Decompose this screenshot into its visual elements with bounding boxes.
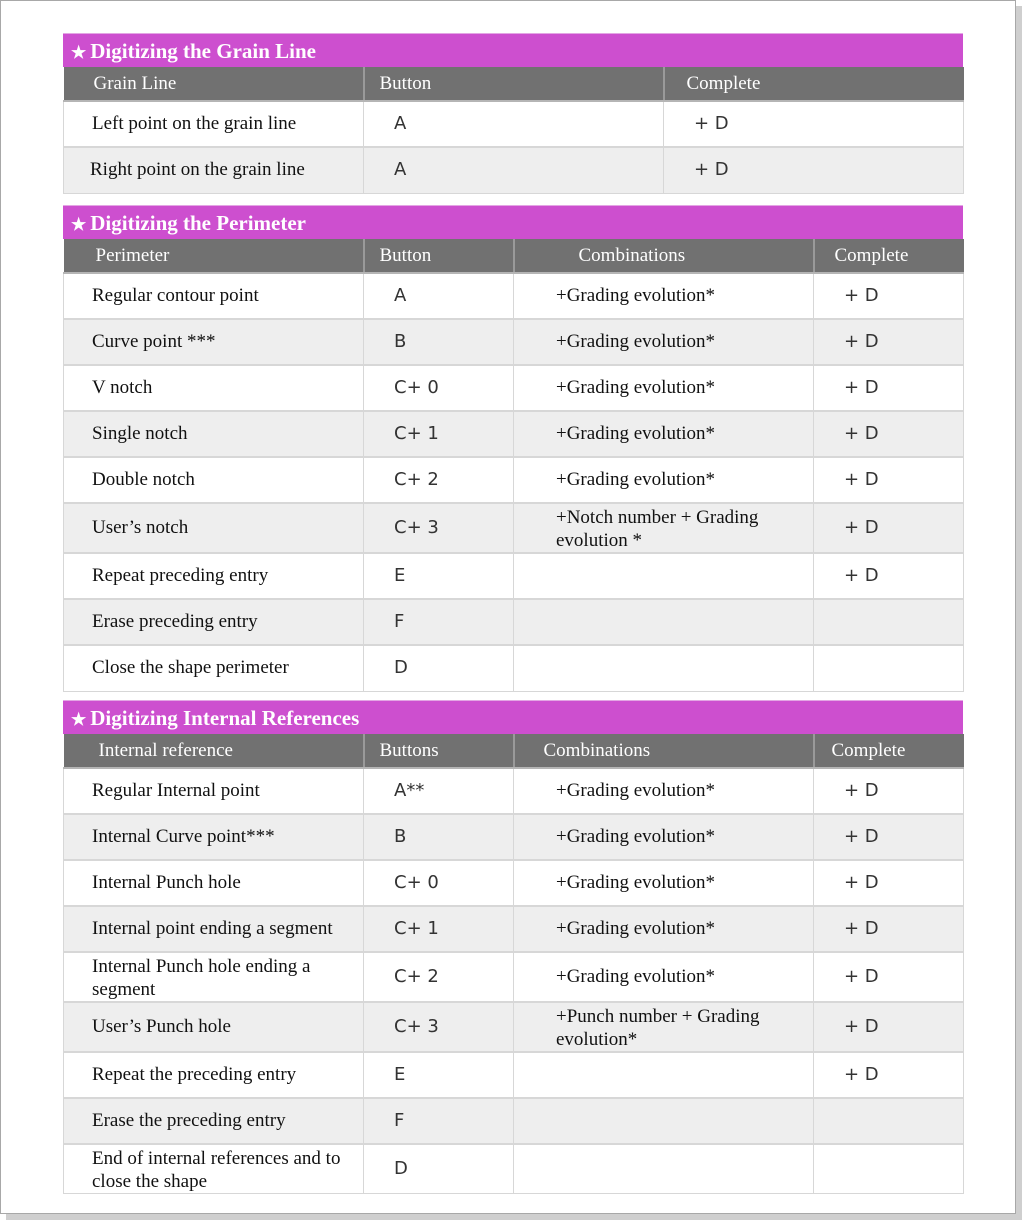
button-cell: D [364,1144,514,1194]
table-row [64,1144,964,1194]
column-header: Complete [814,734,964,768]
complete-cell [814,599,964,645]
complete-cell: + D [814,906,964,952]
combinations-cell: +Grading evolution* [514,860,814,906]
section-title [63,33,963,67]
action-cell: User’s notch [64,503,364,553]
column-header: Combinations [514,239,814,273]
column-header: Perimeter [64,239,364,273]
combinations-cell: +Grading evolution* [514,952,814,1002]
complete-cell: + D [814,319,964,365]
button-cell: C+ 1 [364,906,514,952]
table-row [64,1098,964,1144]
table-row [64,906,964,952]
table-row [64,599,964,645]
combinations-cell: +Grading evolution* [514,273,814,319]
action-cell: Internal point ending a segment [64,906,364,952]
action-cell: Repeat the preceding entry [64,1052,364,1098]
complete-cell: + D [814,273,964,319]
combinations-cell: +Grading evolution* [514,365,814,411]
button-cell: D [364,645,514,691]
button-cell: A [364,101,664,147]
complete-cell [814,1098,964,1144]
combinations-cell [514,1144,814,1194]
button-cell: C+ 3 [364,1002,514,1052]
button-cell: B [364,319,514,365]
table-row [64,319,964,365]
column-header: Button [364,67,664,101]
table-header-row [64,67,964,101]
table-row [64,768,964,814]
button-cell: A [364,147,664,193]
complete-cell: + D [814,503,964,553]
table-row [64,1052,964,1098]
star-icon: ★ [71,43,87,62]
action-cell: Internal Curve point*** [64,814,364,860]
grain-line-table [63,67,964,194]
complete-cell: + D [814,1002,964,1052]
complete-cell: + D [664,147,964,193]
button-cell: A [364,273,514,319]
action-cell: Repeat preceding entry [64,553,364,599]
complete-cell: + D [814,1052,964,1098]
table-row [64,814,964,860]
table-row [64,365,964,411]
action-cell: Regular Internal point [64,768,364,814]
complete-cell [814,645,964,691]
action-cell: End of internal references and to close the shape [64,1144,364,1194]
section-title [63,700,963,734]
complete-cell: + D [664,101,964,147]
table-row [64,411,964,457]
star-icon: ★ [71,215,87,234]
perimeter-table [63,239,964,692]
button-cell: F [364,599,514,645]
button-cell: A** [364,768,514,814]
section-perimeter [63,205,963,692]
table-row [64,952,964,1002]
complete-cell [814,1144,964,1194]
action-cell: Close the shape perimeter [64,645,364,691]
table-row [64,860,964,906]
table-row [64,273,964,319]
section-internal-references [63,700,963,1194]
action-cell: Internal Punch hole ending a segment [64,952,364,1002]
complete-cell: + D [814,952,964,1002]
table-row [64,457,964,503]
action-cell: Regular contour point [64,273,364,319]
button-cell: F [364,1098,514,1144]
section-title [63,205,963,239]
action-cell: Erase the preceding entry [64,1098,364,1144]
section-grain-line [63,33,963,194]
action-cell: Internal Punch hole [64,860,364,906]
combinations-cell: +Grading evolution* [514,814,814,860]
action-cell: Erase preceding entry [64,599,364,645]
action-cell: Single notch [64,411,364,457]
table-header-row [64,734,964,768]
complete-cell: + D [814,814,964,860]
section-title-text: Digitizing Internal References [90,706,360,730]
column-header: Internal reference [64,734,364,768]
section-title-text: Digitizing the Grain Line [90,39,316,63]
button-cell: C+ 0 [364,860,514,906]
combinations-cell [514,1098,814,1144]
button-cell: C+ 2 [364,952,514,1002]
button-cell: E [364,553,514,599]
column-header: Combinations [514,734,814,768]
complete-cell: + D [814,411,964,457]
combinations-cell: +Punch number + Grading evolution* [514,1002,814,1052]
column-header: Complete [664,67,964,101]
action-cell: Right point on the grain line [64,147,364,193]
column-header: Complete [814,239,964,273]
column-header: Button [364,239,514,273]
table-row [64,645,964,691]
combinations-cell [514,1052,814,1098]
action-cell: Curve point *** [64,319,364,365]
section-title-text: Digitizing the Perimeter [90,211,306,235]
star-icon: ★ [71,710,87,729]
button-cell: C+ 1 [364,411,514,457]
combinations-cell [514,553,814,599]
complete-cell: + D [814,457,964,503]
combinations-cell: +Grading evolution* [514,768,814,814]
action-cell: V notch [64,365,364,411]
table-row [64,101,964,147]
button-cell: E [364,1052,514,1098]
combinations-cell: +Notch number + Grading evolution * [514,503,814,553]
table-header-row [64,239,964,273]
combinations-cell [514,599,814,645]
column-header: Grain Line [64,67,364,101]
button-cell: C+ 0 [364,365,514,411]
action-cell: Left point on the grain line [64,101,364,147]
action-cell: Double notch [64,457,364,503]
combinations-cell: +Grading evolution* [514,457,814,503]
table-row [64,147,964,193]
complete-cell: + D [814,553,964,599]
combinations-cell: +Grading evolution* [514,411,814,457]
table-row [64,503,964,553]
table-row [64,553,964,599]
button-cell: C+ 3 [364,503,514,553]
combinations-cell [514,645,814,691]
complete-cell: + D [814,860,964,906]
button-cell: C+ 2 [364,457,514,503]
action-cell: User’s Punch hole [64,1002,364,1052]
button-cell: B [364,814,514,860]
complete-cell: + D [814,768,964,814]
combinations-cell: +Grading evolution* [514,319,814,365]
combinations-cell: +Grading evolution* [514,906,814,952]
column-header: Buttons [364,734,514,768]
internal-references-table [63,734,964,1194]
table-row [64,1002,964,1052]
complete-cell: + D [814,365,964,411]
